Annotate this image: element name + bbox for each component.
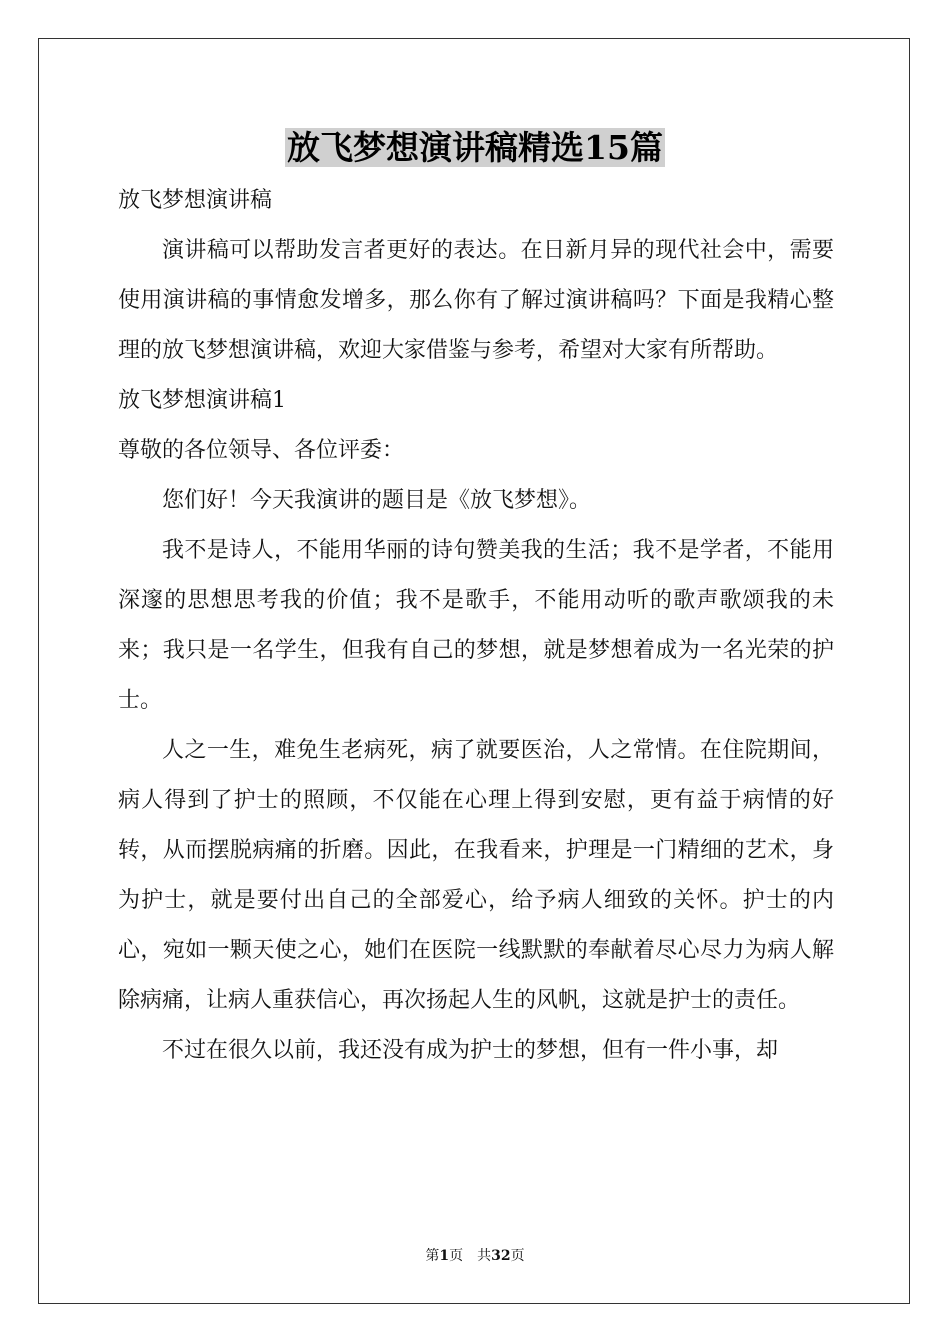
document-body [118, 176, 834, 1076]
page-footer [0, 1246, 950, 1266]
document-title [0, 126, 950, 170]
page-number-total: 32 [491, 1248, 511, 1264]
paragraph: 演讲稿可以帮助发言者更好的表达。在日新月异的现代社会中，需要使用演讲稿的事情愈发增多，那么你有了解过演讲稿吗？下面是我精心整理的放飞梦想演讲稿，欢迎大家借鉴与参考，希望对大家有所帮助。 [118, 238, 834, 363]
paragraph: 我不是诗人，不能用华丽的诗句赞美我的生活；我不是学者，不能用深邃的思想思考我的价值；我不是歌手，不能用动听的歌声歌颂我的未来；我只是一名学生，但我有自己的梦想，就是梦想着成为一名光荣的护士。 [118, 538, 834, 713]
page-number-middle: 页 共 [449, 1248, 492, 1264]
paragraph: 放飞梦想演讲稿 [118, 188, 273, 213]
paragraph: 人之一生，难免生老病死，病了就要医治，人之常情。在住院期间，病人得到了护士的照顾，不仅能在心理上得到安慰，更有益于病情的好转，从而摆脱病痛的折磨。因此，在我看来，护理是一门精细的艺术，身为护士，就是要付出自己的全部爱心，给予病人细致的关怀。护士的内心，宛如一颗天使之心，她们在医院一线默默的奉献着尽心尽力为病人解除病痛，让病人重获信心，再次扬起人生的风帆，这就是护士的责任。 [118, 738, 834, 1013]
paragraph: 您们好！今天我演讲的题目是《放飞梦想》。 [162, 488, 592, 513]
paragraph: 不过在很久以前，我还没有成为护士的梦想，但有一件小事，却 [162, 1038, 779, 1063]
page-number-current: 1 [439, 1248, 450, 1264]
page-number-suffix: 页 [510, 1248, 525, 1264]
paragraph: 放飞梦想演讲稿1 [118, 388, 286, 413]
paragraph: 尊敬的各位领导、各位评委： [118, 438, 405, 463]
document-title-text: 放飞梦想演讲稿精选15篇 [287, 128, 663, 167]
page-number-prefix: 第 [425, 1248, 440, 1264]
